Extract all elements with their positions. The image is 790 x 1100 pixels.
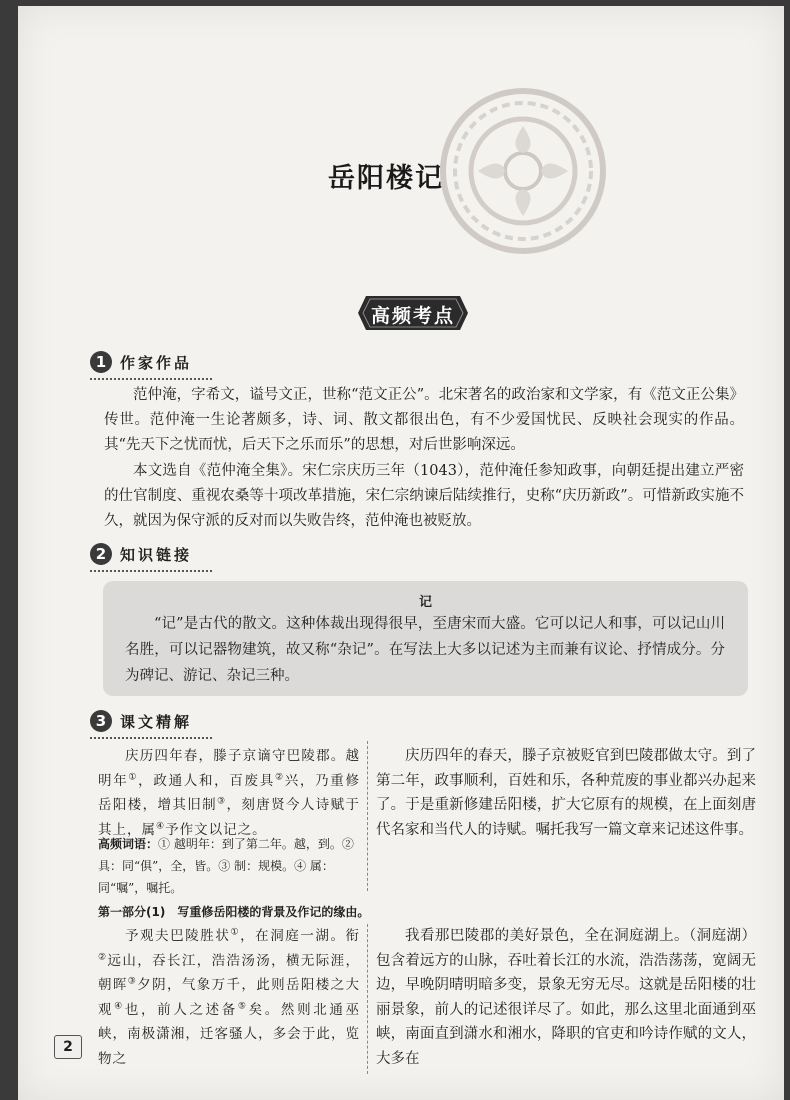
author-paragraph-1: 范仲淹，字希文，谥号文正，世称“范文正公”。北宋著名的政治家和文学家，有《范文正公集》传世。范仲淹一生论著颇多，诗、词、散文都很出色，有不少爱国忧民、反映社会现实的作品。其“先天下之忧而忧，后天下之乐而乐”的思想，对后世影响深远。	[104, 387, 744, 453]
dotted-underline	[90, 570, 212, 572]
part-heading: 第一部分(1) 写重修岳阳楼的背景及作记的缘由。	[98, 905, 370, 919]
original-passage-1: 庆历四年春，滕子京谪守巴陵郡。越明年①，政通人和，百废具②兴，乃重修岳阳楼，增其旧制③，刻唐贤今人诗赋于其上，属④予作文以记之。	[98, 748, 361, 838]
knowledge-box-text: “记”是古代的散文。这种体裁出现得很早，至唐宋而大盛。它可以记人和事，可以记山川名胜，可以记器物建筑，故又称“杂记”。在写法上大多以记述为主而兼有议论、抒情成分。分为碑记、游记、杂记三种。	[125, 616, 725, 684]
section-number: 1	[90, 351, 112, 373]
book-page	[18, 6, 784, 1100]
knowledge-box	[103, 581, 748, 696]
translation-paragraph-2: 我看那巴陵郡的美好景色，全在洞庭湖上。（洞庭湖）包含着远方的山脉，吞吐着长江的水流，浩浩荡荡，宽阔无边，早晚阴晴明暗多变，景象无穷无尽。这就是岳阳楼的壮丽景象，前人的记述很详尽了。如此，那么这里北面通到巫峡，南面直到潇水和湘水，降职的官吏和吟诗作赋的文人，大多在	[376, 928, 756, 1067]
vocabulary-notes: 高频词语：① 越明年：到了第二年。越，到。② 具：同“俱”，全，皆。③ 制：规模。④ 属：同“嘱”，嘱托。	[98, 837, 354, 895]
column-divider	[367, 924, 368, 1074]
page-number: 2	[54, 1035, 82, 1059]
translation-paragraph-1: 庆历四年的春天，滕子京被贬官到巴陵郡做太守。到了第二年，政事顺利，百姓和乐，各种荒废的事业都兴办起来了。于是重新修建岳阳楼，扩大它原有的规模，在上面刻唐代名家和当代人的诗赋。嘱托我写一篇文章来记述这件事。	[376, 748, 756, 838]
section-number: 3	[90, 710, 112, 732]
section-title: 作家作品	[120, 354, 193, 372]
dotted-underline	[90, 378, 212, 380]
page-title: 岳阳楼记	[328, 163, 444, 194]
section-banner	[358, 296, 468, 330]
section-number: 2	[90, 543, 112, 565]
dotted-underline	[90, 737, 212, 739]
section-title: 课文精解	[120, 713, 193, 731]
section-title: 知识链接	[120, 546, 193, 564]
banner-label: 高频考点	[370, 305, 455, 327]
author-paragraph-2: 本文选自《范仲淹全集》。宋仁宗庆历三年（1043），范仲淹任参知政事，向朝廷提出建立严密的仕官制度、重视农桑等十项改革措施，宋仁宗纳谏后陆续推行，史称“庆历新政”。可惜新政实施不久，就因为保守派的反对而以失败告终，范仲淹也被贬放。	[104, 463, 744, 529]
knowledge-box-title: 记	[418, 595, 432, 610]
decorative-medallion-icon	[438, 86, 608, 256]
original-passage-2: 予观夫巴陵胜状①，在洞庭一湖。衔②远山，吞长江，浩浩汤汤，横无际涯，朝晖③夕阴，气象万千，此则岳阳楼之大观④也，前人之述备⑤矣。然则北通巫峡，南极潇湘，迁客骚人，多会于此，览物之	[98, 927, 361, 1067]
column-divider	[367, 741, 368, 891]
